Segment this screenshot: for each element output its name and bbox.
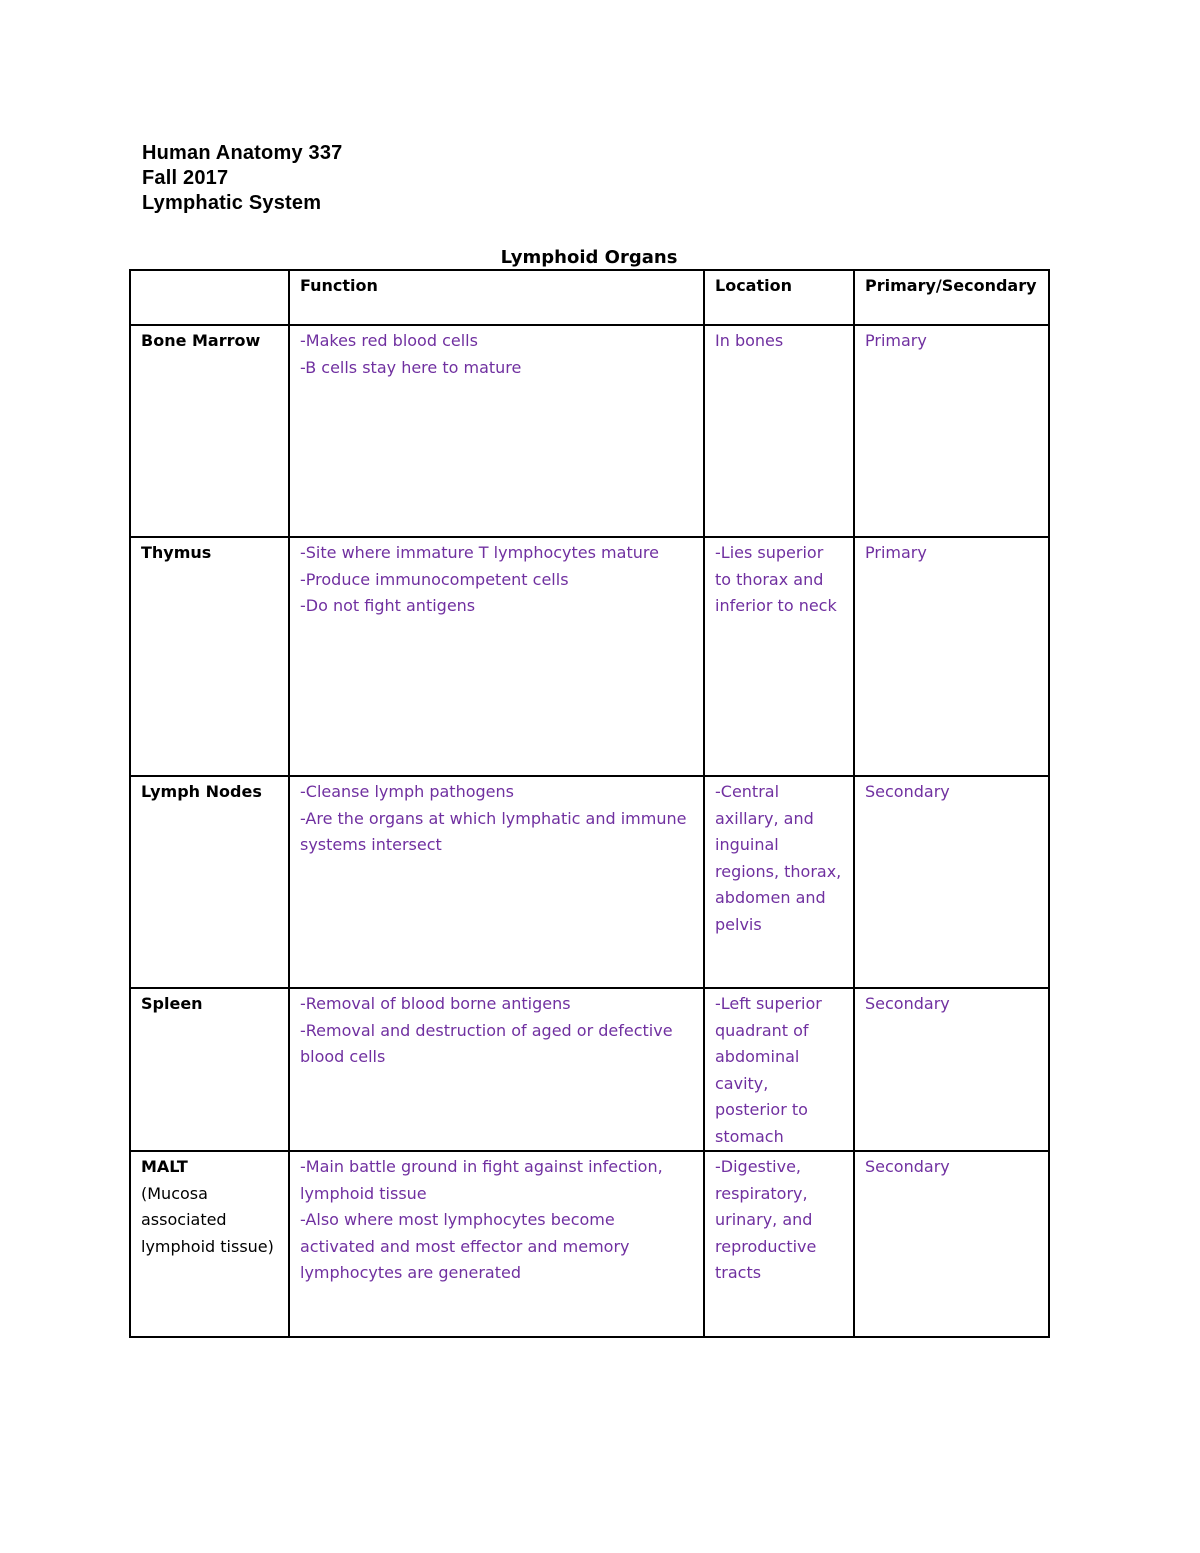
organ-cell: [130, 537, 289, 776]
type-cell: Primary: [854, 325, 1049, 537]
function-cell: [289, 1151, 704, 1337]
organ-name: Bone Marrow: [141, 331, 261, 350]
header-location: Location: [704, 270, 854, 325]
document-header: [142, 141, 343, 216]
location-cell: -Left superior quadrant of abdominal cavity, posterior to stomach: [704, 988, 854, 1151]
type-cell: Secondary: [854, 988, 1049, 1151]
organ-cell: [130, 1151, 289, 1337]
function-line: -Produce immunocompetent cells: [300, 569, 569, 589]
table-row: [130, 537, 1049, 776]
table-row: [130, 1151, 1049, 1337]
lymphoid-organs-table: [129, 269, 1050, 1338]
organ-note: (Mucosa associated lymphoid tissue): [141, 1183, 274, 1256]
function-cell: [289, 325, 704, 537]
function-line: -Cleanse lymph pathogens: [300, 782, 514, 801]
location-cell: -Digestive, respiratory, urinary, and reproductive tracts: [704, 1151, 854, 1337]
table-row: [130, 988, 1049, 1151]
course-title: Human Anatomy 337: [142, 142, 343, 164]
function-line: -Removal and destruction of aged or defective blood cells: [300, 1020, 673, 1066]
table-row: [130, 325, 1049, 537]
function-cell: [289, 776, 704, 988]
type-cell: Secondary: [854, 1151, 1049, 1337]
organ-name: MALT: [141, 1157, 188, 1176]
location-cell: -Central axillary, and inguinal regions, thorax, abdomen and pelvis: [704, 776, 854, 988]
function-line: -B cells stay here to mature: [300, 357, 522, 377]
function-line: -Site where immature T lymphocytes mature: [300, 543, 659, 562]
organ-cell: [130, 325, 289, 537]
term-label: Fall 2017: [142, 167, 229, 189]
type-cell: Secondary: [854, 776, 1049, 988]
organ-name: Thymus: [141, 543, 212, 562]
organ-cell: [130, 988, 289, 1151]
organ-name: Spleen: [141, 994, 203, 1013]
function-line: -Main battle ground in fight against infection, lymphoid tissue: [300, 1157, 663, 1203]
organ-name: Lymph Nodes: [141, 782, 262, 801]
function-cell: [289, 988, 704, 1151]
function-line: -Do not fight antigens: [300, 596, 476, 615]
function-line: -Makes red blood cells: [300, 331, 478, 350]
location-cell: -Lies superior to thorax and inferior to neck: [704, 537, 854, 776]
topic-title: Lymphatic System: [142, 192, 322, 214]
function-line: -Are the organs at which lymphatic and immune systems intersect: [300, 808, 687, 854]
function-line: -Also where most lymphocytes become activated and most effector and memory lymphocytes are generated: [300, 1210, 630, 1282]
table-caption: Lymphoid Organs: [500, 247, 678, 268]
function-cell: [289, 537, 704, 776]
organ-cell: [130, 776, 289, 988]
location-cell: In bones: [704, 325, 854, 537]
table-header-row: [130, 270, 1049, 325]
header-function: Function: [289, 270, 704, 325]
type-cell: Primary: [854, 537, 1049, 776]
table-row: [130, 776, 1049, 988]
header-primary-secondary: Primary/Secondary: [854, 270, 1049, 325]
function-line: -Removal of blood borne antigens: [300, 994, 571, 1013]
header-organ-cell: [130, 270, 289, 325]
